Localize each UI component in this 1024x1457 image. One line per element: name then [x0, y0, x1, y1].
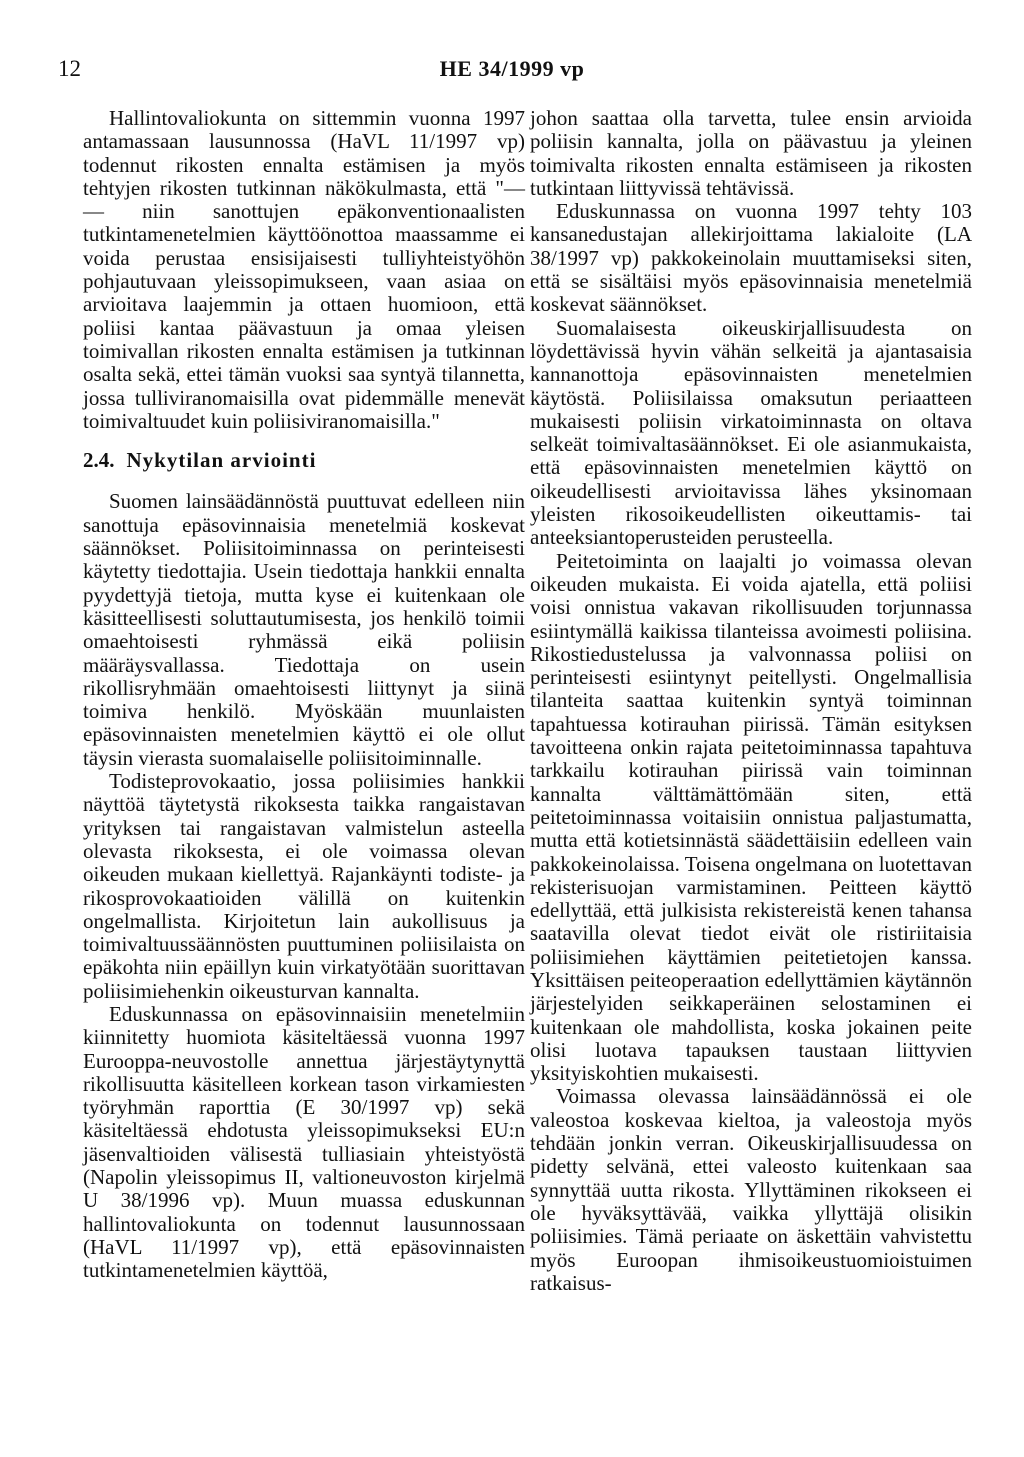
paragraph: Todisteprovokaatio, jossa poliisimies hankkii näyttöä täytetystä rikoksesta taikka rangaistavan yrityksen tai rangaistavan valmistelun asteella olevasta rikoksesta, ei ole voimassa olevan oikeuden mukaan kiellettyä. Rajankäynti todiste- ja rikosprovokaatioiden välillä on kuitenkin ongelmallista. Kirjoitetun lain aukollisuus ja toimivaltuussäännösten puuttuminen poliisilaista on epäkohta niin epäillyn kuin virkatyötään suorittavan poliisimiehenkin oikeusturvan kannalta. — [83, 769, 525, 1003]
paragraph: Peitetoiminta on laajalti jo voimassa olevan oikeuden mukaista. Ei voida ajatella, että poliisi voisi onnistua vakavan rikollisuuden torjunnassa esiintymällä kaikissa tilanteissa avoimesti poliisina. Rikostiedustelussa ja valvonnassa poliisi on perinteisesti esiintynyt peitellysti. Ongelmallisia tilanteita saattaa kuitenkin syntyä toiminnan tapahtuessa kotirauhan piirissä. Tämän esityksen tavoitteena onkin rajata peitetoiminnassa tapahtuva tarkkailu kotirauhan piirissä vain toiminnan kannalta välttämättömään siten, että peitetoiminnassa voitaisiin onnistua paljastumatta, mutta että kotietsinnästä säädettäisiin edelleen vain pakkokeinolaissa. Toisena ongelmana on luotettavan rekisterisuojan varmistaminen. Peitteen käyttö edellyttää, että julkisista rekistereistä kenen tahansa saatavilla olevat tiedot eivät ole ristiriitaisia poliisimiehen käyttämien peitetietojen kanssa. Yksittäisen peiteoperaation edellyttämien käytännön järjestelyiden seikkaperäinen selostaminen ei kuitenkaan ole mahdollista, koska jokainen peite olisi luotava tapauksen taustaan liittyvien yksityiskohtien mukaisesti. — [530, 548, 972, 1086]
section-title: Nykytilan arviointi — [126, 448, 317, 473]
right-column — [530, 107, 972, 1295]
paragraph: Suomalaisesta oikeuskirjallisuudesta on löydettävissä hyvin vähän selkeitä ja ajantasaisia kannanottoja epäsovinnaisten menetelmien käytöstä. Poliisilaissa omaksutun periaatteen mukaisesti poliisin virkatoiminnasta on oltava selkeät toimivaltasäännökset. Ei ole asianmukaista, että epäsovinnaisten menetelmien käyttö on oikeudellisesti arvioitavissa lähes yksinomaan yleisten rikosoikeudellisten oikeuttamis- tai anteeksiantoperusteiden perusteella. — [530, 315, 972, 550]
paragraph: Voimassa olevassa lainsäädännössä ei ole valeostoa koskevaa kieltoa, ja valeostoja myös tehdään jonkin verran. Oikeuskirjallisuudessa on pidetty selvänä, ettei valeosto kuitenkaan saa synnyttää uutta rikosta. Yllyttäminen rikokseen ei ole hyväksyttävää, vaikka yllyttäjä olisikin poliisimies. Tämä periaate on äskettäin vahvistettu myös Euroopan ihmisoikeustuomioistuimen ratkaisus- — [530, 1084, 972, 1295]
paragraph: johon saattaa olla tarvetta, tulee ensin arvioida poliisin kannalta, jolla on päävastuu ja yleinen toimivalta rikosten ennalta estämiseen ja rikosten tutkintaan liittyvissä tehtävissä. — [530, 106, 972, 200]
section-heading — [83, 449, 525, 472]
section-number: 2.4. — [83, 448, 115, 473]
paragraph: Hallintovaliokunta on sittemmin vuonna 1997 antamassaan lausunnossa (HaVL 11/1997 vp) todennut rikosten ennalta estämisen ja myös tehtyjen rikosten tutkinnan näkökulmasta, että "— — niin sanottujen epäkonventionaalisten tutkintamenetelmien käyttöönottoa maassamme ei voida perustaa ensisijaisesti tulliyhteistyöhön pohjautuvaan yleissopimukseen, vaan asiaa on arvioitava laajemmin ja ottaen huomioon, että poliisi kantaa päävastuun ja omaa yleisen toimivallan rikosten ennalta estämisen ja tutkinnan osalta sekä, ettei tämän vuoksi saa syntyä tilannetta, jossa tulliviranomaisilla ovat pidemmälle menevät toimivaltuudet kuin poliisiviranomaisilla." — [83, 106, 525, 433]
document-id: HE 34/1999 vp — [439, 56, 585, 81]
paragraph: Suomen lainsäädännöstä puuttuvat edelleen niin sanottuja epäsovinnaisia menetelmiä koskevat säännökset. Poliisitoiminnassa on perinteisesti käytetty tiedottajia. Usein tiedottaja hankkii ennalta pyydettyjä tietoja, mutta kyse ei kuitenkaan ole käsitteellisesti soluttautumisesta, jos henkilö toimii omaehtoisesti ryhmässä eikä poliisin määräysvallassa. Tiedottaja on usein rikollisryhmään omaehtoisesti liittynyt ja siinä toimiva henkilö. Myöskään muunlaisten epäsovinnaisten menetelmien käyttö ei ole ollut täysin vierasta suomalaiselle poliisitoiminnalle. — [83, 489, 525, 770]
paragraph: Eduskunnassa on vuonna 1997 tehty 103 kansanedustajan allekirjoittama lakialoite (LA 38/1997 vp) pakkokeinolain muuttamiseksi siten, että se sisältäisi myös epäsovinnaisia menetelmiä koskevat säännökset. — [530, 199, 972, 317]
paragraph: Eduskunnassa on epäsovinnaisiin menetelmiin kiinnitetty huomiota käsiteltäessä vuonna 1997 Eurooppa-neuvostolle annettua järjestäytynyttä rikollisuutta käsitelleen korkean tason virkamiesten työryhmän raporttia (E 30/1997 vp) sekä käsiteltäessä ehdotusta yleissopimukseksi EU:n jäsenvaltioiden välisestä tulliasiain yhteistyöstä (Napolin yleissopimus II, valtioneuvoston kirjelmä U 38/1996 vp). Muun muassa eduskunnan hallintovaliokunta on todennut lausunnossaan (HaVL 11/1997 vp), että epäsovinnaisten tutkintamenetelmien käyttöä, — [83, 1001, 525, 1283]
page-number: 12 — [58, 56, 81, 81]
left-column — [83, 107, 525, 1283]
